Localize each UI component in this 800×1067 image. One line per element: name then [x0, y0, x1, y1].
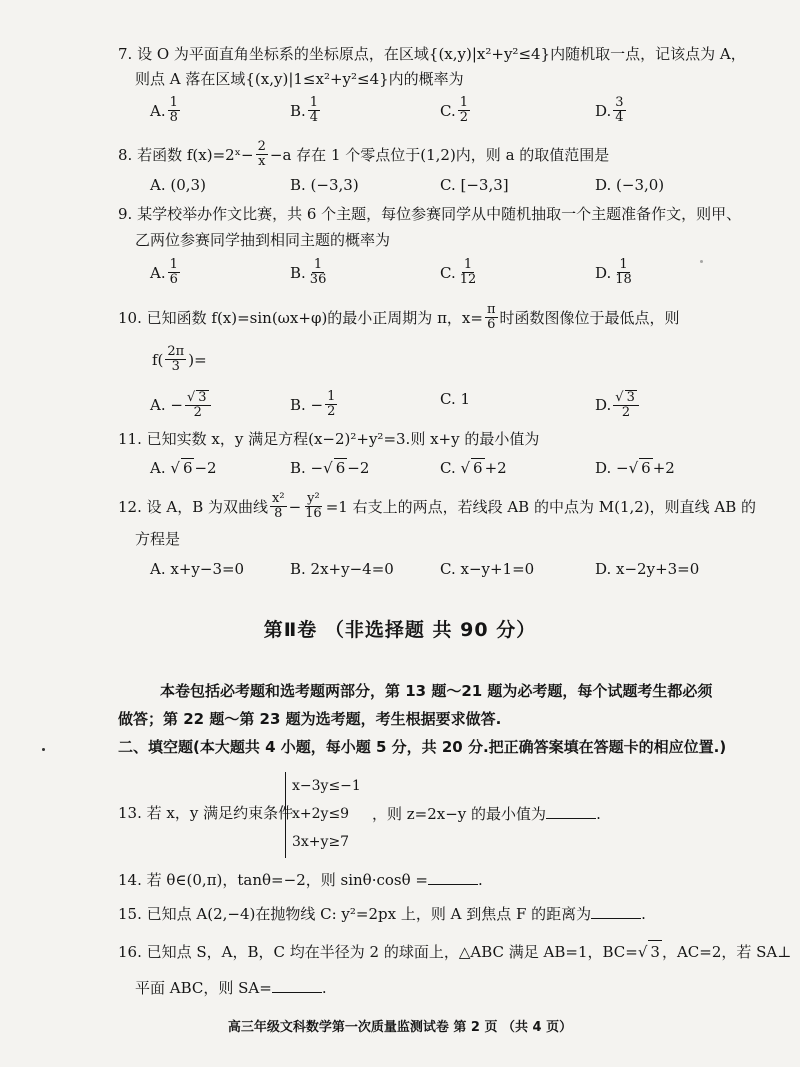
- option-a: A. √ 6 −2: [150, 458, 217, 477]
- question-text: 14. 若 θ∈(0,π)，tanθ=−2，则 sinθ·cosθ =: [118, 871, 428, 889]
- option-c: C. 1: [440, 390, 471, 408]
- option-label: B. −: [290, 458, 324, 477]
- denominator: 2: [459, 110, 468, 125]
- option-a: [150, 258, 182, 287]
- question-text: .: [596, 805, 601, 823]
- numerator: √ 3: [613, 390, 639, 406]
- denominator: 6: [487, 317, 496, 332]
- option-a: [150, 96, 182, 125]
- numerator: √ 3: [185, 390, 211, 406]
- scan-speck: [700, 260, 703, 263]
- denominator: 18: [615, 272, 632, 287]
- option-a: A. x+y−3=0: [150, 560, 245, 578]
- numerator: x²: [272, 491, 285, 506]
- numerator: 1: [169, 95, 178, 110]
- question-text: 10. 已知函数 f(x)=sin(ωx+φ)的最小正周期为 π，x=: [118, 308, 483, 327]
- constraint-3: 3x+y≥7: [292, 834, 350, 850]
- section-intro-line1: 本卷包括必考题和选考题两部分，第 13 题～21 题为必考题，每个试题考生都必须: [160, 682, 713, 700]
- option-a: [150, 390, 213, 420]
- option-label: C.: [440, 263, 456, 282]
- numerator: π: [486, 302, 496, 317]
- option-label: B. −: [290, 395, 324, 414]
- fraction: [308, 96, 320, 125]
- option-b: B. − √ 6 −2: [290, 458, 370, 477]
- answer-blank: [546, 802, 596, 819]
- radicand: 3: [626, 390, 635, 405]
- radicand: 6: [641, 459, 651, 477]
- operator: −: [288, 497, 302, 516]
- option-d: D. − √ 6 +2: [595, 458, 675, 477]
- question-11-options: [150, 458, 675, 488]
- option-c: C. [−3,3]: [440, 176, 509, 194]
- fraction: [165, 345, 186, 374]
- question-13-suffix: [372, 802, 601, 825]
- question-text: 8. 若函数 f(x)=2ˣ−: [118, 145, 254, 164]
- option-label: A.: [150, 458, 166, 477]
- denominator: 8: [274, 506, 283, 521]
- radicand: 3: [198, 390, 207, 405]
- fraction: [308, 258, 329, 287]
- numerator: 1: [169, 257, 178, 272]
- fraction: [168, 96, 180, 125]
- fraction: [613, 390, 639, 420]
- option-d: [595, 258, 636, 287]
- question-10-line2: [152, 345, 207, 374]
- denominator: 4: [615, 110, 624, 125]
- option-label: C.: [440, 458, 456, 477]
- answer-blank: [272, 976, 322, 993]
- fraction: [185, 390, 211, 420]
- denominator: 2: [621, 405, 631, 420]
- denominator: 3: [171, 359, 180, 374]
- constraint-2: x+2y≤9: [292, 806, 350, 822]
- fraction: [458, 258, 479, 287]
- option-label: D.: [595, 396, 612, 414]
- option-label: A. −: [150, 396, 183, 414]
- option-text: −2: [347, 458, 370, 477]
- fraction: [613, 96, 625, 125]
- section-intro-line2: 做答；第 22 题～第 23 题为选考题，考生根据要求做答.: [118, 710, 502, 728]
- question-text: 时函数图像位于最低点，则: [499, 308, 680, 327]
- denominator: 6: [169, 272, 178, 287]
- question-text: )=: [188, 350, 207, 369]
- fraction: [270, 492, 287, 521]
- numerator: 1: [619, 257, 628, 272]
- fraction: [256, 140, 268, 169]
- option-c: C. √ 6 +2: [440, 458, 507, 477]
- option-label: C.: [440, 101, 456, 120]
- option-label: B.: [290, 263, 306, 282]
- question-text: .: [641, 905, 646, 923]
- option-a: A. (0,3): [150, 176, 206, 194]
- denominator: 12: [459, 272, 477, 287]
- question-text: 15. 已知点 A(2,−4)在抛物线 C: y²=2px 上，则 A 到焦点 F 的距离为: [118, 905, 592, 923]
- option-label: D.: [595, 263, 612, 282]
- fraction: [325, 390, 337, 419]
- question-13-prefix: 13. 若 x，y 满足约束条件: [118, 804, 294, 822]
- option-text: +2: [652, 458, 675, 477]
- question-text: f(: [152, 350, 164, 369]
- option-label: D.: [595, 101, 612, 120]
- question-12-line1: [118, 492, 756, 521]
- numerator: 2π: [167, 344, 185, 359]
- question-text: ，则 z=2x−y 的最小值为: [372, 805, 547, 823]
- scan-speck: [42, 748, 45, 751]
- option-d: D. x−2y+3=0: [595, 560, 700, 578]
- question-text: 平面 ABC，则 SA=: [135, 979, 272, 997]
- question-12-line2: 方程是: [135, 530, 181, 548]
- question-11: 11. 已知实数 x，y 满足方程(x−2)²+y²=3.则 x+y 的最小值为: [118, 430, 540, 448]
- fraction: [168, 258, 180, 287]
- denominator: 2: [193, 405, 202, 420]
- numerator: 1: [327, 389, 336, 404]
- option-b: [290, 390, 339, 419]
- question-10-line1: [118, 303, 680, 332]
- question-16-line2: [135, 976, 327, 999]
- constraint-system: [285, 772, 361, 858]
- radicand: 6: [335, 459, 346, 477]
- numerator: 1: [309, 95, 319, 110]
- option-text: +2: [484, 458, 507, 477]
- denominator: 36: [309, 272, 327, 287]
- option-label: A.: [150, 101, 166, 120]
- question-15: [118, 902, 646, 925]
- numerator: 3: [615, 95, 624, 110]
- option-label: A.: [150, 263, 166, 282]
- radicand: 3: [648, 940, 662, 963]
- option-text: −2: [194, 458, 217, 477]
- denominator: 2: [327, 404, 336, 419]
- numerator: 2: [257, 139, 266, 154]
- constraint-1: x−3y≤−1: [292, 778, 361, 794]
- option-b: [290, 258, 330, 287]
- question-text: .: [321, 979, 327, 997]
- denominator: 4: [309, 110, 319, 125]
- denominator: 16: [305, 506, 322, 521]
- question-7-line2: 则点 A 落在区域{(x,y)|1≤x²+y²≤4}内的概率为: [135, 70, 464, 88]
- question-9-line2: 乙两位参赛同学抽到相同主题的概率为: [135, 231, 391, 249]
- radicand: 6: [182, 459, 193, 477]
- numerator: 1: [459, 95, 468, 110]
- denominator: x: [258, 154, 266, 169]
- numerator: y²: [307, 491, 320, 506]
- option-c: [440, 96, 472, 125]
- question-10-options: [150, 390, 670, 420]
- section-title: 第Ⅱ卷 （非选择题 共 90 分）: [263, 619, 537, 641]
- question-text: .: [477, 871, 483, 889]
- answer-blank: [591, 902, 641, 919]
- question-text: −a 存在 1 个零点位于(1,2)内，则 a 的取值范围是: [269, 145, 610, 164]
- numerator: 1: [463, 257, 473, 272]
- question-8-options: [150, 176, 670, 206]
- radicand: 6: [473, 459, 483, 477]
- fraction: [303, 492, 324, 521]
- denominator: 8: [169, 110, 178, 125]
- question-9-line1: 9. 某学校举办作文比赛，共 6 个主题，每位参赛同学从中随机抽取一个主题准备作文，则甲、: [118, 205, 742, 223]
- question-text: =1 右支上的两点，若线段 AB 的中点为 M(1,2)，则直线 AB 的: [325, 497, 757, 516]
- option-c: C. x−y+1=0: [440, 560, 535, 578]
- question-12-options: [150, 560, 700, 590]
- question-16-line1: 16. 已知点 S，A，B，C 均在半径为 2 的球面上，△ABC 满足 AB=1，BC=√ 3 ，AC=2，若 SA⊥: [118, 940, 791, 963]
- numerator: 1: [313, 257, 323, 272]
- fraction: [458, 96, 470, 125]
- option-c: [440, 258, 480, 287]
- question-9-options: [150, 258, 670, 288]
- question-text: ，AC=2，若 SA⊥: [661, 943, 792, 961]
- option-d: D. (−3,0): [595, 176, 665, 194]
- question-text: 12. 设 A，B 为双曲线: [118, 497, 269, 516]
- question-14: [118, 868, 483, 891]
- question-text: 16. 已知点 S，A，B，C 均在半径为 2 的球面上，△ABC 满足 AB=1，BC=: [118, 943, 638, 961]
- option-d: [595, 390, 641, 420]
- fill-in-header: 二、填空题(本大题共 4 小题，每小题 5 分，共 20 分.把正确答案填在答题卡的相应位置.): [118, 738, 727, 756]
- question-7-options: [150, 96, 670, 126]
- option-label: D. −: [595, 458, 629, 477]
- option-label: B.: [290, 101, 306, 120]
- option-b: B. (−3,3): [290, 176, 359, 194]
- question-8: [118, 140, 609, 169]
- fraction: [485, 303, 498, 332]
- answer-blank: [428, 868, 478, 885]
- question-7-line1: 7. 设 O 为平面直角坐标系的坐标原点，在区域{(x,y)|x²+y²≤4}内随机取一点，记该点为 A，: [118, 45, 746, 63]
- fraction: [613, 258, 634, 287]
- page-footer: 高三年级文科数学第一次质量监测试卷 第 2 页 （共 4 页）: [227, 1020, 573, 1035]
- option-b: B. 2x+y−4=0: [290, 560, 394, 578]
- option-d: [595, 96, 628, 125]
- option-b: [290, 96, 322, 125]
